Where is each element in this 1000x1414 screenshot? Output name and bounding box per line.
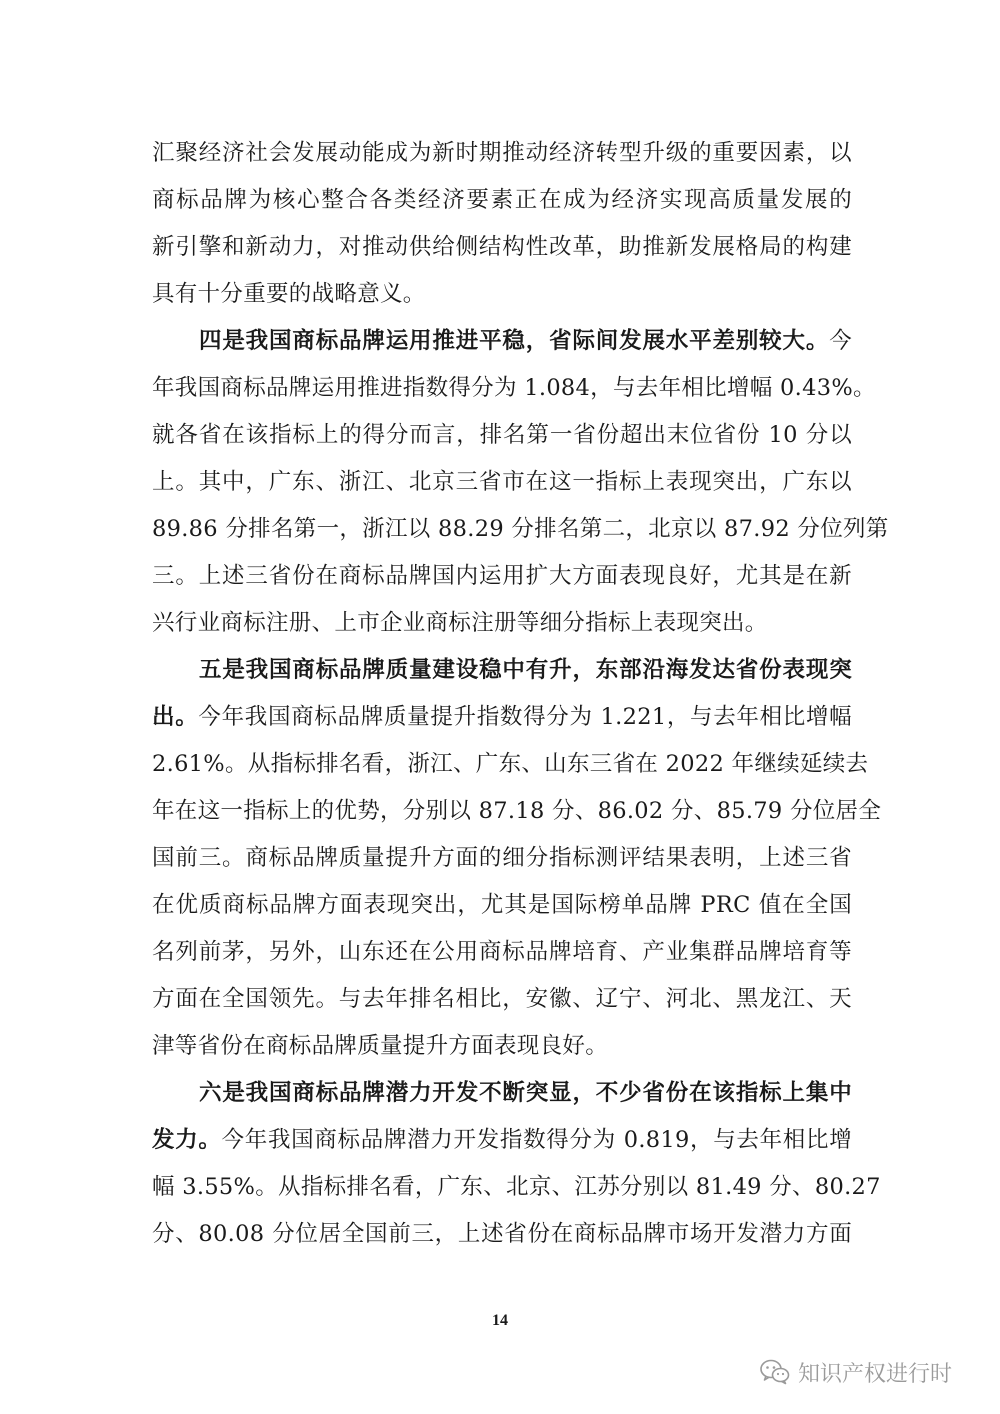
text-line <box>199 1078 852 1108</box>
text-line: 津等省份在商标品牌质量提升方面表现良好。 <box>152 1033 609 1059</box>
text-line: 89.86 分排名第一，浙江以 88.29 分排名第二，北京以 87.92 分位列第 <box>152 516 889 542</box>
paragraph-heading: 六是我国商标品牌潜力开发不断突显，不少省份在该指标上集中 <box>199 1080 852 1106</box>
paragraph-heading: 四是我国商标品牌运用推进平稳，省际间发展水平差别较大。 <box>199 328 830 354</box>
text-line: 幅 3.55%。从指标排名看，广东、北京、江苏分别以 81.49 分、80.27 <box>152 1174 881 1200</box>
text-line: 商标品牌为核心整合各类经济要素正在成为经济实现高质量发展的 <box>152 187 852 213</box>
watermark-text: 知识产权进行时 <box>798 1361 953 1387</box>
wechat-icon <box>760 1359 790 1385</box>
text-line: 方面在全国领先。与去年排名相比，安徽、辽宁、河北、黑龙江、天 <box>152 986 852 1012</box>
text-line: 年在这一指标上的优势，分别以 87.18 分、86.02 分、85.79 分位居全 <box>152 798 882 824</box>
paragraph-heading: 五是我国商标品牌质量建设稳中有升，东部沿海发达省份表现突 <box>199 657 852 683</box>
text-line <box>199 655 852 685</box>
text-line: 三。上述三省份在商标品牌国内运用扩大方面表现良好，尤其是在新 <box>152 563 852 589</box>
text-line: 汇聚经济社会发展动能成为新时期推动经济转型升级的重要因素，以 <box>152 140 852 166</box>
text-line: 国前三。商标品牌质量提升方面的细分指标测评结果表明，上述三省 <box>152 845 852 871</box>
text-line: 四是我国商标品牌运用推进平稳，省际间发展水平差别较大。今 <box>199 328 852 354</box>
text-line: 2.61%。从指标排名看，浙江、广东、山东三省在 2022 年继续延续去 <box>152 751 869 777</box>
text-line: 名列前茅，另外，山东还在公用商标品牌培育、产业集群品牌培育等 <box>152 939 852 965</box>
text-line: 分、80.08 分位居全国前三，上述省份在商标品牌市场开发潜力方面 <box>152 1221 852 1247</box>
text-line: 上。其中，广东、浙江、北京三省市在这一指标上表现突出，广东以 <box>152 469 852 495</box>
paragraph-heading: 发力。 <box>152 1127 222 1153</box>
text-line: 新引擎和新动力，对推动供给侧结构性改革，助推新发展格局的构建 <box>152 234 852 260</box>
paragraph-heading: 出。 <box>152 704 199 730</box>
page-number: 14 <box>492 1312 508 1329</box>
text-line: 年我国商标品牌运用推进指数得分为 1.084，与去年相比增幅 0.43%。 <box>152 375 876 401</box>
text-line: 就各省在该指标上的得分而言，排名第一省份超出末位省份 10 分以 <box>152 422 852 448</box>
watermark <box>760 1354 952 1390</box>
text-line: 兴行业商标注册、上市企业商标注册等细分指标上表现突出。 <box>152 610 768 636</box>
text-line: 在优质商标品牌方面表现突出，尤其是国际榜单品牌 PRC 值在全国 <box>152 892 852 918</box>
text-line: 发力。今年我国商标品牌潜力开发指数得分为 0.819，与去年相比增 <box>152 1127 852 1153</box>
text-line: 出。今年我国商标品牌质量提升指数得分为 1.221，与去年相比增幅 <box>152 704 852 730</box>
text-line: 具有十分重要的战略意义。 <box>152 281 426 307</box>
